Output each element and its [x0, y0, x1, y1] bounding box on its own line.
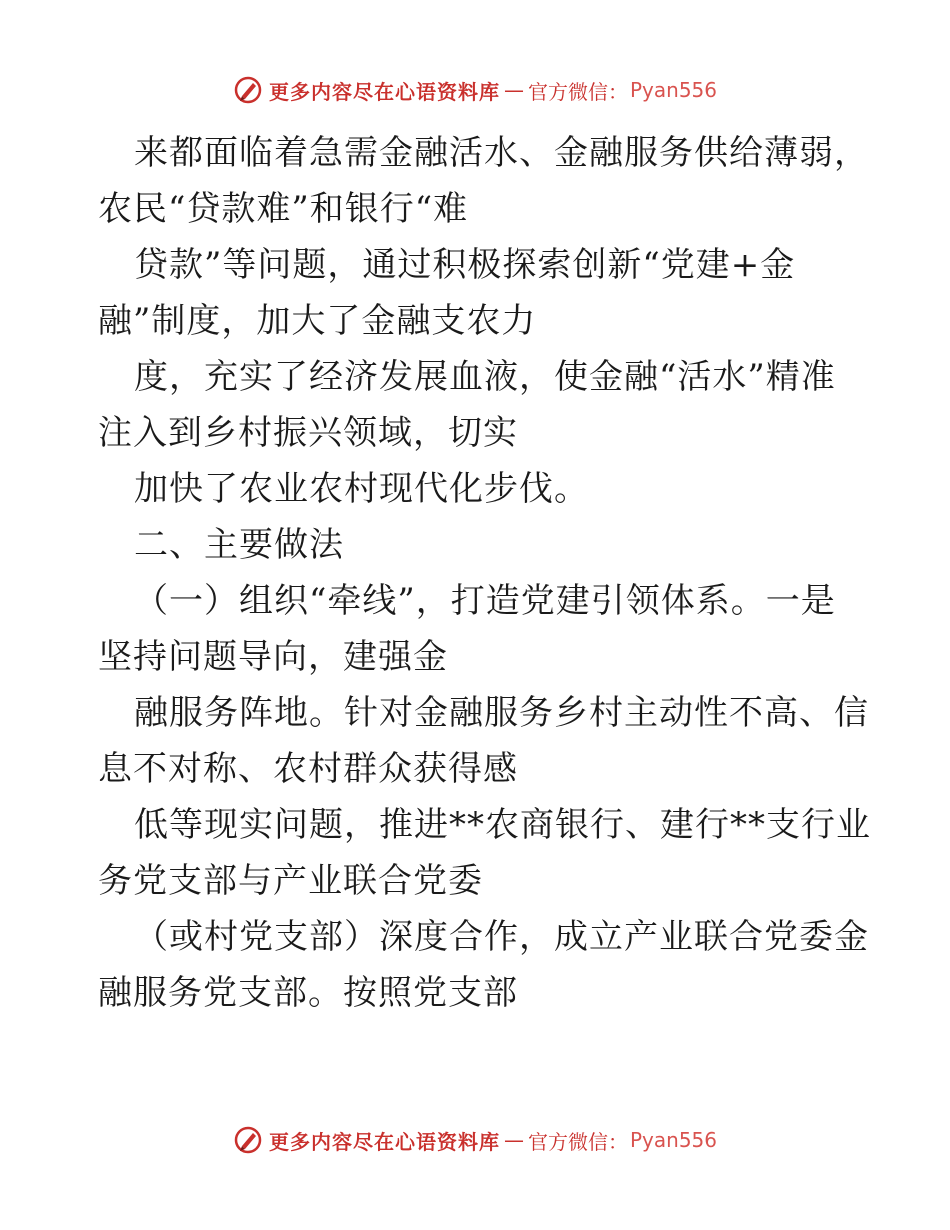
text-line: 二、主要做法: [134, 525, 344, 565]
text-line: 加快了农业农村现代化步伐。: [134, 469, 589, 509]
text-line: （一）组织“牵线”，打造党建引领体系。一是: [134, 581, 836, 621]
text-line: 融”制度，加大了金融支农力: [98, 301, 537, 341]
pen-logo-icon: [233, 75, 263, 105]
document-body: [98, 125, 871, 1021]
pen-logo-icon: [233, 1125, 263, 1155]
text-line: 融服务阵地。针对金融服务乡村主动性不高、信: [134, 693, 869, 733]
watermark-wechat-id: Pyan556: [629, 78, 717, 102]
text-line: 息不对称、农村群众获得感: [98, 749, 518, 789]
watermark-separator: —: [503, 78, 524, 102]
text-line: 低等现实问题，推进**农商银行、建行**支行业: [134, 805, 871, 845]
watermark-label: 官方微信：: [527, 1129, 628, 1154]
watermark-label: 官方微信：: [527, 79, 628, 104]
watermark-main-text: 更多内容尽在心语资料库: [268, 1129, 500, 1154]
text-line: （或村党支部）深度合作，成立产业联合党委金: [134, 917, 869, 957]
watermark-main-text: 更多内容尽在心语资料库: [268, 79, 500, 104]
header-watermark: [0, 70, 950, 110]
text-line: 注入到乡村振兴领域，切实: [98, 413, 518, 453]
watermark-wechat-id: Pyan556: [629, 1128, 717, 1152]
text-line: 务党支部与产业联合党委: [98, 861, 483, 901]
footer-watermark: [0, 1120, 950, 1160]
text-line: 融服务党支部。按照党支部: [98, 973, 518, 1013]
text-line: 贷款”等问题，通过积极探索创新“党建+金: [134, 245, 796, 285]
text-line: 农民“贷款难”和银行“难: [98, 189, 469, 229]
text-line: 来都面临着急需金融活水、金融服务供给薄弱，: [134, 133, 869, 173]
watermark-separator: —: [503, 1128, 524, 1152]
text-line: 度，充实了经济发展血液，使金融“活水”精准: [134, 357, 836, 397]
text-line: 坚持问题导向，建强金: [98, 637, 448, 677]
